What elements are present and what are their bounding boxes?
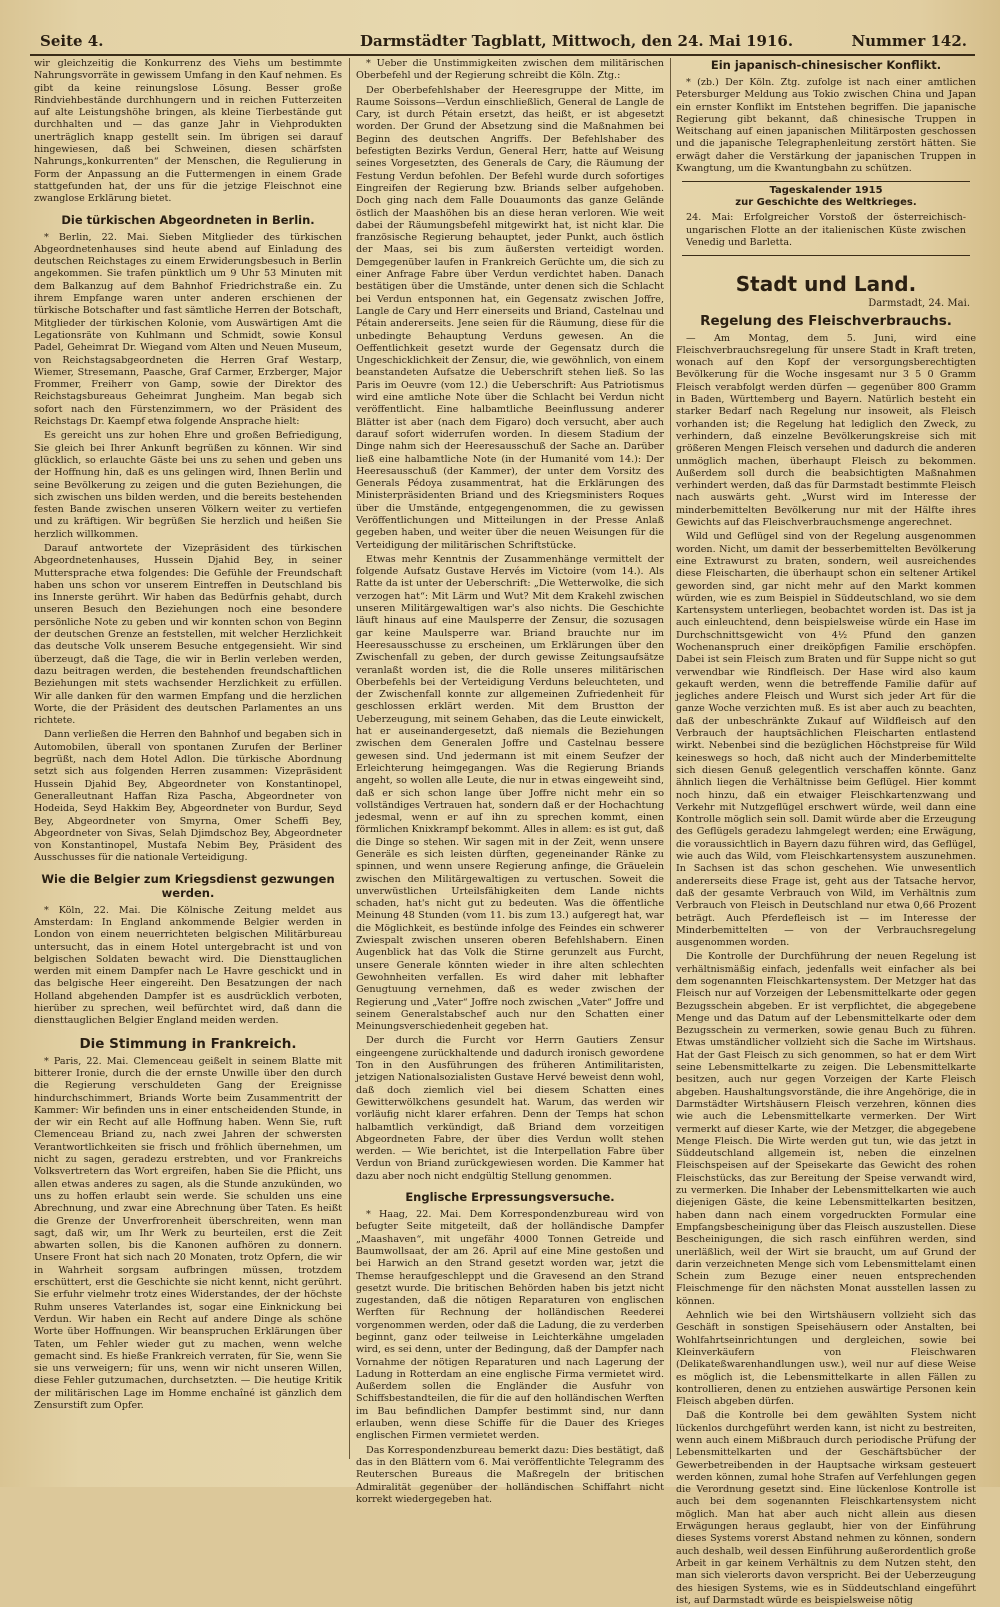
headline-frankreich: Die Stimmung in Frankreich. [79,1035,297,1052]
tageskalender-title: Tageskalender 1915 [769,185,883,197]
article-text: Wild und Geflügel sind von der Regelung ausgenommen worden. Nicht, um damit der besserbemittelten Bevölkerung eine Extrawurst zu braten, sondern, weil ausreichendes diese Fleischarten, die überhaupt schon ein seltener Artikel geworden sind, gar nicht mehr auf den Markt kommen würden, wie es zum Beispiel in Süddeutschland, wo sie dem Kartensystem unterliegen, beobachtet worden ist. Das ist ja auch einleuchtend, denn beispielsweise würde ein Hase im Durchschnittsgewicht von 4½ Pfund den ganzen Wochenanspruch einer dreiköpfigen Familie erschöpfen. Dabei ist sein Fleisch zum Braten und für Suppe nicht so gut verwendbar wie Rindfleisch. Der Hase wird also kaum gekauft werden, wenn die betreffende Familie dafür auf jegliches andere Fleisch und Wurst sich jeder Art für die ganze Woche verzichten muß. Es ist aber auch zu beachten, daß der unbeschränkte Zukauf auf Wildfleisch auf den Verbrauch der hauptsächlichen Fleischarten entlastend wirkt. Nebenbei sind die bezüglichen Höchstpreise für Wild keineswegs so hoch, daß nicht auch der Minderbemittelte sich diesen Genuß gelegentlich verschaffen könnte. Ganz ähnlich liegen die Verhältnisse beim Geflügel. Hier kommt noch hinzu, daß ein etwaiger Fleischkartenzwang und Verkehr mit Nutzgeflügel erschwert würde, weil dann eine Kontrolle möglich sein soll. Damit würde aber die Erzeugung des Geflügels geradezu lahmgelegt werden; eine Erwägung, die voraussichtlich in Bayern dazu führen wird, das Geflügel, wie auch das Wild, vom Fleischkartensystem auszunehmen. In Sachsen ist das schon geschehen. Wie unwesentlich andererseits diese Frage ist, geht aus der Tatsache hervor, daß der gesamte Verbrauch von Wild, im Verhältnis zum Verbrauch von Fleisch in Deutschland nur etwa 0,66 Prozent beträgt. Auch Pferdefleisch ist — im Interesse der Minderbemittelten — von der Verbrauchsregelung ausgenommen worden. [676,531,976,949]
article-text: * (zb.) Der Köln. Ztg. zufolge ist nach einer amtlichen Petersburger Meldung aus Tokio zwischen China und Japan ein ernster Konflikt im Entstehen begriffen. Die japanische Regierung gibt bekannt, daß chinesische Truppen in Weitschang auf einen japanischen Militärposten geschossen und die japanische Telegraphenleitung zerstört hätten. Sie erwägt daher die Verstärkung der japanischen Truppen in Kwangtung, um die Kwantungbahn zu schützen. [676,77,976,175]
article-text: * Köln, 22. Mai. Die Kölnische Zeitung meldet aus Amsterdam: In England ankommende Belgier werden in London von einem neuerrichteten belgischen Militärbureau untersucht, das in einem Hotel untergebracht ist und von belgischen Soldaten bewacht wird. Die Diensttauglichen werden mit einem Dampfer nach Le Havre geschickt und in das belgische Heer eingereiht. Den Besatzungen der nach Holland abgehenden Dampfer ist es ausdrücklich verboten, hierüber zu sprechen, weil befürchtet wird, daß dann die diensttauglichen Belgier England meiden werden. [34,904,342,1027]
article-text: * Ueber die Unstimmigkeiten zwischen dem militärischen Oberbefehl und der Regierung schreibt die Köln. Ztg.: [356,58,664,82]
article-text: Daß die Kontrolle bei dem gewählten System nicht lückenlos durchgeführt werden kann, ist nicht zu bestreiten, wenn auch einem Mißbrauch durch periodische Prüfung der Lebensmittelkarten und der Geschäftsbücher der Gewerbetreibenden in der Hauptsache wirksam gesteuert werden können, zumal hohe Strafen auf Verfehlungen gegen die Verordnung gesetzt sind. Eine lückenlose Kontrolle ist auch bei dem sogenannten Fleischkartensystem nicht möglich. Man hat aber auch nicht allein aus diesen Erwägungen heraus geglaubt, hier von der Einführung dieses Systems vorerst Abstand nehmen zu können, sondern auch deshalb, weil dessen Einführung außerordentlich große Arbeit in gar keinem Verhältnis zu dem Nutzen steht, den man sich vielerorts davon verspricht. Bei der Ueberzeugung des hiesigen Systems, wie es in Süddeutschland eingeführt ist, auf Darmstadt würde es beispielsweise nötig [676,1410,976,1606]
section-title-stadt-und-land: Stadt und Land. [735,272,917,297]
column-3 [676,58,976,1606]
article-text: Das Korrespondenzbureau bemerkt dazu: Dies bestätigt, daß das in den Blättern vom 6. Mai veröffentlichte Telegramm des Reuterschen Bureaus die Maßregeln der britischen Admiralität gegenüber der holländischen Schiffahrt nicht korrekt wiedergegeben hat. [356,1444,664,1505]
article-text: Darauf antwortete der Vizepräsident des türkischen Abgeordnetenhauses, Hussein Djahid Bey, in seiner Muttersprache etwa folgendes: Die Gefühle der Freundschaft haben uns schon vor unserem Eintreffen in Deutschland bis ins Innerste gerührt. Wir haben das Bedürfnis gehabt, durch unseren Besuch den Beziehungen noch eine besondere persönliche Note zu geben und wir konnten schon von Beginn der deutschen Grenze an feststellen, mit welcher Herzlichkeit das deutsche Volk unserem Besuche entgegensieht. Wir sind überzeugt, daß die Tage, die wir in Berlin verleben werden, dazu beitragen werden, die bestehenden freundschaftlichen Beziehungen mit stets wachsender Herzlichkeit zu erfüllen. Wir alle danken für den warmen Empfang und die herzlichen Worte, die der Präsident des deutschen Parlamentes an uns richtete. [34,542,342,727]
article-text: * Paris, 22. Mai. Clemenceau geißelt in seinem Blatte mit bitterer Ironie, durch die der ernste Unwille über den durch die Regierung verschuldeten Gang der Ereignisse hindurchschimmert, Briands Worte beim Zusammentritt der Kammer: Wir befinden uns in einer entscheidenden Stunde, in der wir ein Recht auf alle Hoffnung haben. Wenn Sie, ruft Clemenceau Briand zu, nach zwei Jahren der schwersten Verantwortlichkeiten sie frisch und fröhlich übernehmen, um nicht zu sagen, geradezu erstrebten, und vor Frankreichs Volksvertretern das Wort ergreifen, haben Sie die Pflicht, uns allen etwas anderes zu sagen, als die Stunde anzukünden, wo uns zu hoffen erlaubt sein werde. Sie schulden uns eine Abrechnung, und zwar eine Abrechnung über Taten. Es heißt die Grenze der Unverfrorenheit überschreiten, wenn man sagt, daß wir, um Ihr Werk zu beurteilen, erst die Zeit abwarten sollen, bis die Kanonen aufhören zu donnern. Unsere Front hat sich nach 20 Monaten, trotz Opfern, die wir in Wahrheit sorgsam aufbringen müssen, trotzdem erschüttert, erst die Geschichte sie nicht kennt, nicht gerührt. Sie erfuhr vielmehr trotz eines Widerstandes, der der höchste Ruhm unseres Vaterlandes ist, sogar eine Einknickung bei Verdun. Wir haben ein Recht auf andere Dinge als schöne Worte über Hoffnungen. Wir beanspruchen Erklärungen über Taten, um Fehler wieder gut zu machen, wenn welche gemacht sind. Es hieße Frankreich verraten, für Sie, wenn Sie sie uns verweigern; für uns, wenn wir nicht unseren Willen, diese Fehler gutzumachen, durchsetzten. — Die heutige Kritik der militärischen Lage im Homme enchaîné ist gänzlich dem Zensurstift zum Opfer. [34,1055,342,1411]
article-text: Aehnlich wie bei den Wirtshäusern vollzieht sich das Geschäft in sonstigen Speisehäusern oder Anstalten, bei Wohlfahrtseinrichtungen und dergleichen, sowie bei Kleinverkäufern von Fleischwaren (Delikateßwarenhandlungen usw.), weil nur auf diese Weise es möglich ist, die Lebensmittelkarte in allen Fällen zu kontrollieren, denen zu entziehen auswärtige Personen kein Fleisch abgeben dürfen. [676,1310,976,1408]
headline-japan-china: Ein japanisch-chinesischer Konflikt. [710,58,942,72]
masthead [30,28,975,56]
headline-erpressung: Englische Erpressungsversuche. [405,1190,615,1205]
issue-number: Nummer 142. [851,32,967,50]
headline-belgier: Wie die Belgier zum Kriegsdienst gezwungen werden. [41,871,335,900]
column-1 [34,58,342,1457]
article-text: Dann verließen die Herren den Bahnhof und begaben sich in Automobilen, überall von spontanen Zurufen der Berliner begrüßt, nach dem Hotel Adlon. Die türkische Abordnung setzt sich aus folgenden Herren zusammen: Vizepräsident Hussein Djahid Bey, Abgeordneter von Konstantinopel, Generalleutnant Haffan Riza Pascha, Abgeordneter von Hodeida, Seyd Hakkim Bey, Abgeordneter von Burdur, Seyd Bey, Abgeordneter von Smyrna, Omer Scheffi Bey, Abgeordneter von Sivas, Selah Djimdschoz Bey, Abgeordneter von Konstantinopel, Mustafa Nebim Bey, Präsident des Ausschusses für die nationale Verteidigung. [34,729,342,864]
article-text: * Berlin, 22. Mai. Sieben Mitglieder des türkischen Abgeordnetenhauses sind heute abend auf Einladung des deutschen Reichstages zu einem Erwiderungsbesuch in Berlin angekommen. Sie trafen pünktlich um 9 Uhr 53 Minuten mit dem Balkanzug auf dem Bahnhof Friedrichstraße ein. Zu ihrem Empfange waren unter anderen erschienen der türkische Botschafter und fast sämtliche Herren der Botschaft, Mitglieder der türkischen Kolonie, vom Auswärtigen Amt die Legationsräte von Kuhlmann und Schmidt, sowie Konsul Padel, Geheimrat Dr. Wiegand vom Alten und Neuen Museum, von Reichstagsabgeordneten die Herren Graf Westarp, Wiemer, Stresemann, Paasche, Graf Carmer, Erzberger, Major Frommer, Freiherr von Gamp, sowie der Direktor des Reichstagsbureaus Geheimrat Jungheim. Man begab sich sofort nach den Fürstenzimmern, wo der Präsident des Reichstags Dr. Kaempf etwa folgende Ansprache hielt: [34,231,342,428]
article-text: Etwas mehr Kenntnis der Zusammenhänge vermittelt der folgende Aufsatz Gustave Hervés im Victoire (vom 14.). Als Ratte da ist unter der Ueberschrift: „Die Wetterwolke, die sich verzogen hat“: Mit Lärm und Wut? Mit dem Krakehl zwischen unseren Militärgewaltigen war's also nichts. Die Geschichte läuft hinaus auf eine Maulsperre der Zensur, die sozusagen gar keine Maulsperre war. Briand brauchte nur im Heeresausschusse zu erscheinen, um Erklärungen über den Zwischenfall zu geben, der durch gewisse Zeitungsaufsätze veranlaßt worden ist, die die Rolle unseres militärischen Oberbefehls bei der Verteidigung Verduns beleuchteten, und der Zwischenfall konnte zur allgemeinen Zufriedenheit für geschlossen erklärt werden. Mit dem Brustton der Ueberzeugung, mit seinem Gehaben, das die Leute einwickelt, hat er auseinandergesetzt, daß niemals die Beziehungen zwischen dem Generalen Joffre und Castelnau bessere gewesen sind. Und jedermann ist mit einem Seufzer der Erleichterung heimgegangen. Was die Regierung Briands angeht, so wollen alle Leute, die nur in etwas eingeweiht sind, daß er sich schon lange über Joffre nicht mehr ein so vollständiges Vertrauen hat, sondern daß er der Hochachtung jedesmal, wenn er auf ihn zu sprechen kommt, einen förmlichen Knixkrampf bekommt. Alles in allem: es ist gut, daß die Dinge so stehen. Wir sagen mit in der Zeit, wenn unsere Generäle es sich leisten dürften, gegeneinander Ränke zu spinnen, und wenn unsere Regierung anfinge, die Gräuelein zwischen den Militärgewaltigen zu vertuschen. Soweit die unverwüstlichen Urteilsfähigkeiten dem Lande nichts schaden, hat's nicht gut zu bedeuten. Was die öffentliche Meinung 48 Stunden (vom 11. bis zum 13.) aufgeregt hat, war die Möglichkeit, es bestünde infolge des Feindes ein schwerer Zwiespalt zwischen unseren oberen Befehlshabern. Einen Augenblick hat das Volk die Stirne gerunzelt aus Furcht, unsere Generale könnten wieder in ihre alten schlechten Gewohnheiten verfallen. Es wird daher mit lebhafter Genugtuung vernehmen, daß es weder zwischen der Regierung und „Vater“ Joffre noch zwischen „Vater“ Joffre und seinem Generalstabschef auch nur den Schatten einer Meinungsverschiedenheit gegeben hat. [356,553,664,1033]
column-2 [356,58,664,1505]
article-text: wir gleichzeitig die Konkurrenz des Viehs um bestimmte Nahrungsvorräte in gewissem Umfang in den Kauf nehmen. Es gibt da keine reinungslose Lösung. Besser große Rindviehbestände durchhungern und in reichen Futterzeiten auf alte Leistungshöhe bringen, als kleine Tierbestände gut durchhalten und — das ganze Jahr in Viehprodukten unerträglich knapp gestellt sein. Im übrigen sei darauf hingewiesen, daß bei Schweinen, diesen schärfsten Nahrungs„konkurrenten“ der Menschen, die Regulierung in Form der Anpassung an die Futtermengen in einem Grade stattgefunden hat, der uns für die jetzige Fleischnot eine zwanglose Erklärung bietet. [34,58,342,205]
article-text: Der durch die Furcht vor Herrn Gautiers Zensur eingeengene zurückhaltende und dadurch ironisch gewordene Ton in den Ausführungen des früheren Antimilitaristen, jetzigen Nationalsozialisten Gustave Hervé beweist denn wohl, daß doch ziemlich viel bei diesem Schatten eines Gewitterwölkchens gesundelt hat. Warum, das werden wir vorläufig nicht klarer erfahren. Denn der Temps hat schon halbamtlich verkündigt, daß Briand dem vorzeitigen Abgeordneten Fabre, der über dies Verdun wollt stehen werden. — Wie berichtet, ist die Interpellation Fabre über Verdun von Briand zurückgewiesen worden. Die Kammer hat dazu aber noch nicht endgültig Stellung genommen. [356,1035,664,1182]
headline-fleischverbrauch: Regelung des Fleischverbrauchs. [700,312,952,329]
page-number: Seite 4. [40,32,104,50]
headline-tuerkische-abgeordnete: Die türkischen Abgeordneten in Berlin. [61,212,315,227]
article-text: * Haag, 22. Mai. Dem Korrespondenzbureau wird von befugter Seite mitgeteilt, daß der holländische Dampfer „Maashaven“, mit ungefähr 4000 Tonnen Getreide und Baumwollsaat, der am 26. April auf eine Mine gestoßen und bei Harwich an den Strand gesetzt worden war, jetzt die Themse heraufgeschleppt und die Gravesend an den Strand gesetzt wurde. Die britischen Behörden haben bis jetzt nicht zugestanden, daß die nötigen Reparaturen von englischen Werften für Rechnung der holländischen Reederei vorgenommen werden, oder daß die Ladung, die zu verderben beginnt, ganz oder teilweise in Leichterkähne umgeladen wird, es sei denn, unter der Bedingung, daß der Dampfer nach Vornahme der nötigen Reparaturen und nach Lagerung der Ladung in Rotterdam an eine englische Firma vermietet wird. Außerdem sollen die Engländer die Ausfuhr von Schiffsbestandteilen, die für die auf den holländischen Werften im Bau befindlichen Dampfer bestimmt sind, nur dann erlauben, wenn diese Schiffe für die Dauer des Krieges englischen Firmen vermietet werden. [356,1209,664,1442]
article-text: Der Oberbefehlshaber der Heeresgruppe der Mitte, im Raume Soissons—Verdun einschließlich, General de Langle de Cary, ist durch Pétain ersetzt, das heißt, er ist abgesetzt worden. Der Grund der Absetzung sind die Maßnahmen bei Beginn des deutschen Angriffs. Der Befehlshaber des befestigten Bezirks Verdun, General Herr, hatte auf Weisung seines Vorgesetzten, des Generals de Cary, die Räumung der Festung Verdun befohlen. Der Befehl wurde durch sofortiges Eingreifen der Regierung bzw. Briands selber aufgehoben. Doch ging nach dem Falle Douaumonts das ganze Gelände östlich der Maashöhen bis an diese heran verloren. Wie weit dabei der Räumungsbefehl mitgewirkt hat, ist nicht klar. Die französische Regierung behauptet, jeder Punkt, auch östlich der Maas, sei bis zum äußersten verteidigt worden. Demgegenüber laufen in Frankreich Gerüchte um, die sich zu einer Anfrage Fabre über Verdun verdichtet haben. Danach bestätigen über die Umstände, unter denen sich die Schlacht bei Verdun entsponnen hat, ein Gegensatz zwischen Joffre, Langle de Cary und Herr einerseits und Briand, Castelnau und Pétain andererseits. Jene seien für die Räumung, diese für die unbedingte Behauptung Verduns gewesen. An die Oeffentlichkeit gesetzt wurde der Gegensatz durch die Ungeschicklichkeit der Zensur, die, wie gewöhnlich, von einem beanstandeten Aufsatze die Ueberschrift stehen ließ. So las Paris im Oeuvre (vom 12.) die Ueberschrift: Aus Patriotismus wird eine amtliche Note über die Schlacht bei Verdun nicht veröffentlicht. Eine halbamtliche Beeinflussung anderer Blätter ist aber (nach dem Figaro) doch versucht, aber auch darauf sofort widerrufen worden. In diesem Stadium der Dinge nahm sich der Heeresausschuß der Sache an. Darüber ließ eine halbamtliche Note (in der Humanité vom 14.): Der Heeresausschuß (der Kammer), der unter dem Vorsitz des Generals Pédoya zusammentrat, hat die Erklärungen des Ministerpräsidenten Briand und des Kriegsministers Roques über die Umstände, entgegengenommen, die zu gewissen Veröffentlichungen und Mitteilungen in der Presse Anlaß gegeben haben, und weiter über die neuen Weisungen für die Verteidigung der militärischen Schriftstücke. [356,84,664,551]
column-rule [670,58,671,1459]
article-text: Es gereicht uns zur hohen Ehre und großen Befriedigung, Sie gleich bei Ihrer Ankunft begrüßen zu können. Wir sind glücklich, so erlauchte Gäste bei uns zu sehen und geben uns der Hoffnung hin, daß es uns gelingen wird, Ihnen Berlin und seine Bevölkerung zu zeigen und die guten Beziehungen, die sich zwischen uns bilden werden, und die bereits bestehenden festen Bande zwischen unseren Völkern weiter zu vertiefen und zu kräftigen. Wir begrüßen Sie herzlich und heißen Sie herzlich willkommen. [34,430,342,540]
article-text: — Am Montag, dem 5. Juni, wird eine Fleischverbrauchsregelung für unsere Stadt in Kraft treten, wonach auf den Kopf der versorgungsberechtigten Bevölkerung für die Woche insgesamt nur 3 5 0 Gramm Fleisch verabfolgt werden dürfen — gegenüber 800 Gramm in Baden, Württemberg und Bayern. Natürlich besteht ein starker Bedarf nach Regelung nur insoweit, als Fleisch vorhanden ist; die Regelung hat lediglich den Zweck, zu verhindern, daß einzelne Bevölkerungskreise sich mit größeren Mengen Fleisch versehen und dadurch die anderen unmöglich machen, überhaupt Fleisch zu bekommen. Außerdem soll durch die beabsichtigten Maßnahmen verhindert werden, daß das für Darmstadt bestimmte Fleisch nach auswärts geht. „Wurst wird im Interesse der minderbemittelten Bevölkerung nur mit der Hälfte ihres Gewichts auf das Fleischverbrauchsmenge angerechnet. [676,332,976,529]
tageskalender-text: 24. Mai: Erfolgreicher Vorstoß der österreichisch-ungarischen Flotte an der italienischen Küste zwischen Venedig und Barletta. [686,212,966,248]
column-rule [349,58,350,1459]
tageskalender-subtitle: zur Geschichte des Weltkrieges. [735,197,917,209]
tageskalender-box [682,181,970,256]
dateline: Darmstadt, 24. Mai. [868,298,970,310]
article-text: Die Kontrolle der Durchführung der neuen Regelung ist verhältnismäßig einfach, jedenfalls weit einfacher als bei dem sogenannten Fleischkartensystem. Der Metzger hat das Fleisch nur auf Vorzeigen der Lebensmittelkarte oder gegen Bezugsschein abgeben. Er ist verpflichtet, die abgegebene Menge und das Datum auf der Lebensmittelkarte oder dem Bezugsschein zu vermerken, sowie genau Buch zu führen. Etwas umständlicher vollzieht sich die Sache im Wirtshaus. Hat der Gast Fleisch zu sich genommen, so hat er dem Wirt seine Lebensmittelkarte zu zeigen. Die Lebensmittelkarte besitzen, auch nur gegen Vorzeigen der Karte Fleisch abgeben. Haushaltungsvorstände, die ihre Angehörige, die in Darmstädter Wirtshäusern Fleisch verzehren, können dies wie auch die Lebensmittelkarte vermerken. Der Wirt vermerkt auf dieser Karte, wie der Metzger, die abgegebene Menge Fleisch. Die Wirte werden gut tun, wie das jetzt in Süddeutschland allgemein ist, neben die einzelnen Fleischspeisen auf der Speisekarte das Gewicht des rohen Fleischstücks, das zur Bereitung der Speise verwandt wird, zu vermerken. Die Inhaber der Lebensmittelkarten wie auch diejenigen Gäste, die keine Lebensmittelkarten besitzen, haben dann nach einem vorgedruckten Formular eine Empfangsbescheinigung über das Fleisch auszustellen. Diese Bescheinigungen, die sich rasch einführen werden, sind unerläßlich, weil der Wirt sie braucht, um auf Grund der darin verzeichneten Menge sich vom Lebensmittelamt einen Schein zum Bezuge einer neuen entsprechenden Fleischmenge für den nächsten Monat ausstellen lassen zu können. [676,951,976,1307]
masthead-title: Darmstädter Tagblatt, Mittwoch, den 24. Mai 1916. [360,32,794,50]
